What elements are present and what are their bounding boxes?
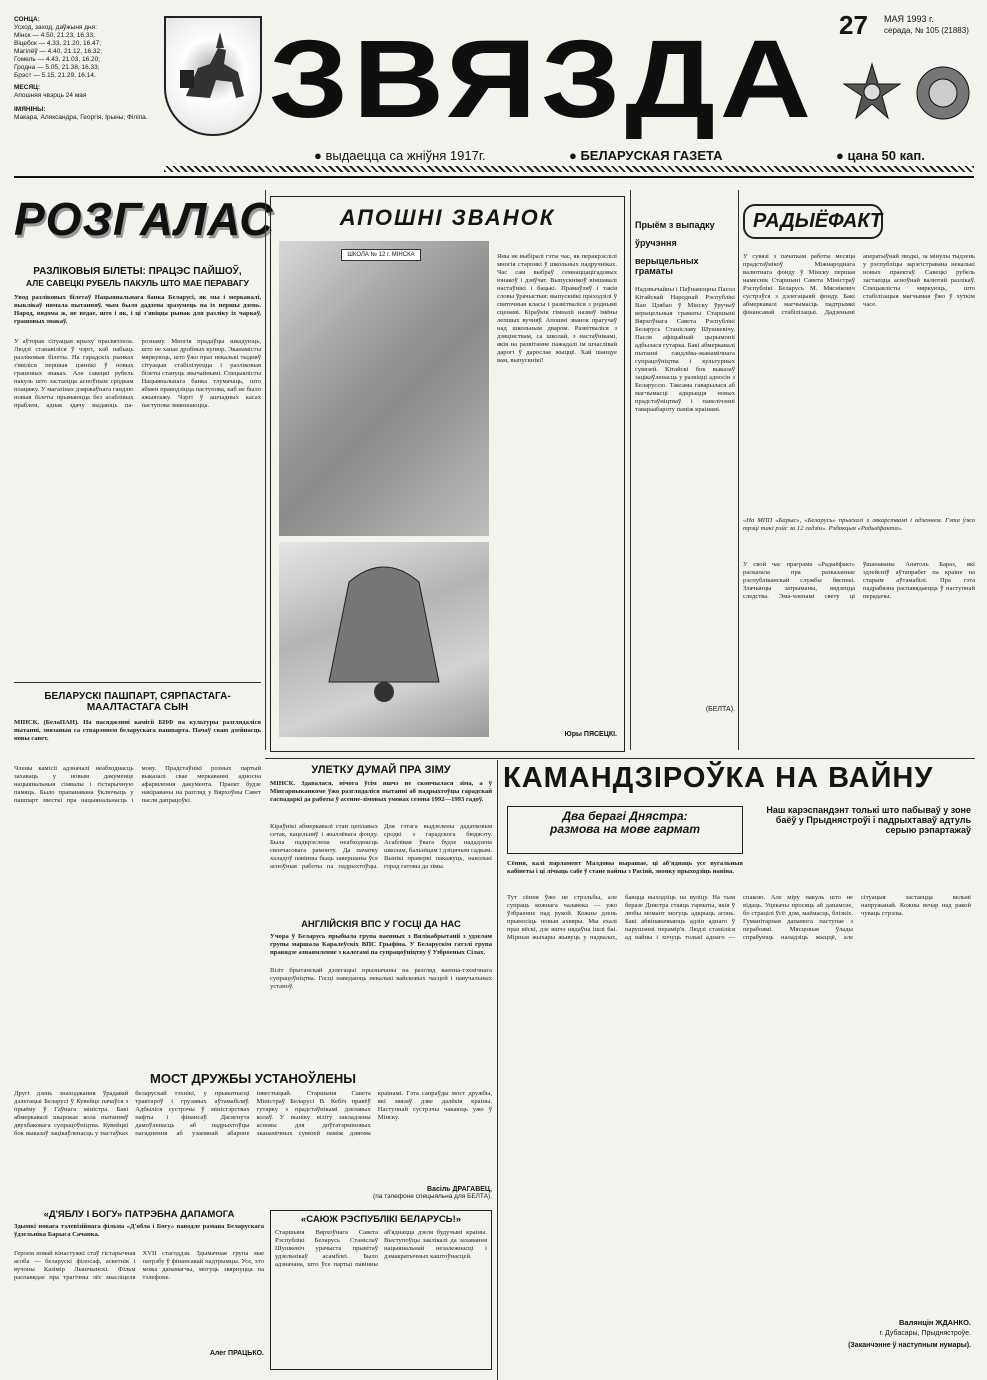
rozgalas-body: У аўторак сітуацыя крыху прасвятлела. Людзі станавіліся ў чэргі, каб набыць разліковыя білеты. На гарадскіх рынках з'явіліся першыя цэннікі ў новых грашовых знаках. Але савецкі рубель пакуль што застаецца асноўным сродкам плацяжу. У магазінах дзяржаўнага гандлю новыя білеты прымаюцца без асаблівых праблем, аднак здачу выдаюць па-рознаму. Многія прадаўцы шкадуюць, што не хапае дробных купюр. Эканамісты мяркуюць, што ўжо праз некалькі тыдняў сітуацыя стабілізуецца і разліковыя білеты стануць звычайнымі. Спецыялісты Нацыянальнага банка тлумачаць, што абмен праводзіцца паступова, каб не было ажыятажу. Чэргі ў ашчадных касах паступова змяншаюцца. bbox=[14, 338, 261, 410]
rozgalas-section bbox=[14, 192, 274, 1067]
graty-title-2: ўручэння bbox=[635, 238, 677, 248]
radiofact-logo: РАДЫЁФАКТ bbox=[743, 204, 883, 239]
zvanok-section bbox=[270, 196, 625, 752]
bell-photo bbox=[279, 542, 489, 737]
moon-text: Апошняя чвэрць 24 мая bbox=[14, 92, 87, 99]
knight-icon bbox=[166, 18, 260, 134]
sun-info bbox=[14, 16, 164, 122]
pashpart-body: Члены камісіі адзначалі неабходнасць захаваць у новым дакуменце нацыянальныя сімвалы і гістарычную памяць. Было прапанавана ўключыць у пашпарт звесткі пра нацыянальнасць і мову. Прадстаўнікі розных партый выказалі свае меркаванні адносна афармлення дакумента. Праект будзе накіраваны на разгляд у Вярхоўны Савет пасля дапрацоўкі. bbox=[14, 765, 261, 805]
school-sign: ШКОЛА № 12 г. МІНСКА bbox=[341, 249, 421, 261]
kamandz-sub-2: размова на мове гармат bbox=[549, 822, 700, 837]
most-body: Другі дзень знаходжання ўрадавай дэлегацыі Беларусі ў Кувейце пачаўся з прыёму ў Гаўнага міністра. Бакі абмеркавалі шырокае кола пытанняў двухбаковага супрацоўніцтва. Кувейцкі бок выказаў зацікаўленасць у пастаўках беларускай тэхнікі, у прыватнасці трактароў і грузавых аўтамабіляў. Адбыліся сустрэчы ў міністэрствах нафты і фінансаў. Дасягнута дамоўленасць аб падрыхтоўцы пагаднення аб узаемнай абароне інвестыцый. Старшыня Савета Міністраў Беларусі В. Кебіч правёў гутарку з прадстаўнікамі дзелавых колаў. У выніку візіту закладзены асновы для доўгатэрміновых эканамічных сувязей паміж дзвюма краінамі. Гэта сапраўды мост дружбы, які звязаў дзве далёкія краіны. Наступнай сустрэчы чакаюць ужо ў Мінску. bbox=[14, 1090, 492, 1138]
ornament-strip bbox=[164, 166, 974, 172]
issue-weekday: серада, № 105 (21883) bbox=[884, 26, 969, 35]
pashpart-headline: БЕЛАРУСКІ ПАШПАРТ, СЯРПАСТАГА-МААЛТАСТАГА СЫН bbox=[44, 691, 231, 714]
kamandz-intro: Наш карэспандэнт толькі што пабываў у зоне баёў у Прыднястроўі і падрыхтаваў адтуль серыю рэпартажаў bbox=[766, 805, 971, 835]
rozgalas-lead: Увод разліковых білетаў Нацыянальнага банка Беларусі, як мы і меркавалі, выклікаў нямала пытанняў, чым было дадзена зразумець на іх першы дзень. Народ, вядома ж, не ведае, што і як, і ці з'явіцца рынак для разліку іх чаркаў, грашовых знакаў. bbox=[14, 294, 261, 326]
rozgalas-headline-2: АЛЕ САВЕЦКІ РУБЕЛЬ ПАКУЛЬ ШТО МАЕ ПЕРАВАГУ bbox=[26, 278, 249, 288]
sun-row: Магілёў — 4.40, 21.12, 16.32; bbox=[14, 48, 102, 55]
issue-day: 27 bbox=[839, 10, 868, 40]
most-author: Васіль ДРАГАВЕЦ, bbox=[427, 1186, 492, 1194]
sauzh-headline: «САЮЖ РЭСПУБЛІКІ БЕЛАРУСЬ!» bbox=[300, 1214, 462, 1225]
students-photo bbox=[279, 241, 489, 536]
sun-rows bbox=[14, 32, 164, 80]
kamandz-section bbox=[503, 762, 975, 1372]
vps-headline: АНГЛІЙСКІЯ ВПС У ГОСЦІ ДА НАС bbox=[301, 919, 461, 930]
rozgalas-headline-1: РАЗЛІКОВЫЯ БІЛЕТЫ: ПРАЦЭС ПАЙШОЎ, bbox=[33, 266, 242, 277]
sun-header: Усход, заход, даўжыня дня: bbox=[14, 24, 97, 31]
order-medal-icon bbox=[842, 62, 902, 122]
title-text: ЗВЯЗДА bbox=[269, 18, 816, 141]
rozgalas-title: РОЗГАЛАС bbox=[14, 193, 274, 245]
order-medal-2-icon bbox=[914, 64, 972, 122]
graty-title-1: Прыём з выпадку bbox=[635, 220, 715, 230]
sauzh-section bbox=[270, 1210, 492, 1370]
subtitle: ● БЕЛАРУСКАЯ ГАЗЕТА bbox=[569, 148, 723, 163]
kamandz-subbox bbox=[507, 806, 743, 854]
divider-col-4 bbox=[497, 760, 498, 1380]
ulecku-lead: МІНСК. Здавалася, нічога ўсім яшчэ не скончылася зіма, а ў Мінгарвыканкоме ўжо разглядаліся пытанні аб падрыхтоўцы гарадскай гаспадаркі да работы ў асенне-зімовых умовах сезона 1992—1993 гадоў. bbox=[270, 780, 492, 804]
dyabal-headline: «Д'ЯБЛУ І БОГУ» ПАТРЭБНА ДАПАМОГА bbox=[43, 1209, 235, 1220]
divider-mid bbox=[265, 758, 975, 759]
pahonia-emblem bbox=[164, 16, 262, 136]
divider-col-1 bbox=[265, 190, 266, 750]
pashpart-lead: МІНСК. (БелаПАН). На пасяджэнні камісіі БНФ па культуры разглядаліся пытанні, звязаныя са стварэннем беларускага пашпарта. Пачаў сваю дзейнасць новы савет. bbox=[14, 719, 261, 743]
zvanok-author: Юры ПЯСЕЦКІ. bbox=[564, 731, 617, 738]
divider-top bbox=[14, 176, 974, 178]
most-author-note: (па тэлефоне спецыяльна для БЕЛТА). bbox=[373, 1193, 492, 1201]
kamandz-author: Валянцін ЖДАНКО. bbox=[898, 1318, 971, 1327]
graty-section bbox=[635, 196, 735, 752]
kamandz-title: КАМАНДЗІРОЎКА НА ВАЙНУ bbox=[503, 762, 934, 794]
vps-body: Візіт брытанскай дэлегацыі прызначаны на разгляд ваенна-тэхнічнага супрацоўніцтва. Госці наведаюць некалькі вайсковых часцей і навучальных устаноў. bbox=[270, 967, 492, 991]
dyabal-section bbox=[14, 1210, 264, 1370]
zvanok-body: Яны не выбіралі гэты час, як перакрэслілі многія старонкі ў школьных падручніках. Час сам выбраў семнаццацігадовых юнакоў і дзяўчат. Выпускнікоў віншавалі настаўнікі і бацькі. Прамаўляў і такія словы ўрачыстыя: выпускнікі праходзілі ў святочныя класы і развітваліся з роднымі сценамі. Кіраўнік гімназіі назваў імёны лепшых вучняў. Апошні званок прагучаў над школьным дваром. Развітваліся з дзяцінствам, са школай, з настаўнікамі, якія на развітанне пажадалі ім шчаслівай дарогі ў дарослае жыццё. Хай шанцуе вам, выпускнікі! bbox=[497, 253, 617, 364]
most-section bbox=[14, 1071, 492, 1201]
radiofact-body: У сувязі з пачаткам работы месяца прадстаўнікоў Міжнароднага валютнага фонду ў Мінску першая намеснік Старшыні Савета Міністраў Рэспублікі Беларусь М. Мясніковіч сустрэўся з дэлегацыяй фонду. Бакі абмеркавалі магчымасць падтрымкі фінансавай стабілізацыі. Дадзенымі аператыўнай зводкі, за мінулы тыдзень у рэспубліцы зарэгістравана некалькі новых праектаў. Савецкі рубель застаецца асноўнай валютай разлікаў. Спецыялісты мяркуюць, што стабілізацыя магчымая ўжо ў хуткім часе. bbox=[743, 253, 975, 316]
kamandz-place: г. Дубасары, Прыднястроўе. bbox=[879, 1330, 971, 1337]
sun-title: СОНЦА: bbox=[14, 16, 40, 23]
sauzh-body: Старшыня Вярхоўнага Савета Рэспублікі Беларусь Станіслаў Шушкевіч урачыста прывітаў удзельнікаў асамблеі. Было адзначана, што ўсе партыі павінны аб'яднацца дзеля будучыні краіны. Выступоўцы заклікалі да захавання нацыянальнай незалежнасці і дэмакратычных каштоўнасцей. bbox=[275, 1229, 487, 1269]
vps-block bbox=[270, 919, 492, 991]
ulecku-section bbox=[270, 764, 492, 914]
sun-row: Мінск — 4.50, 21.23, 16.33; bbox=[14, 32, 95, 39]
radiofact-quote: «На МПП «Барыс», «Беларусь» прыехалі з лякарствамі і адзеннем. Гэта ўжо трэці такі рэйс за 12 гадзін». Рэдакцыя «Радыёфакта». bbox=[743, 517, 975, 532]
graty-body: Надзвычайны і Паўнамоцны Пасол Кітайскай Народнай Рэспублікі Ван Цзябао ў Мінску ўручыў верыцельныя граматы Старшыні Вярхоўнага Савета Рэспублікі Беларусь Станіславу Шушкевічу. Пасля афіцыйнай цырымоніі адбылася гутарка. Бакі абмеркавалі пытанні гандлёва-эканамічнага супрацоўніцтва і культурных сувязей. Кітайскі бок выказаў зацікаўленасць у развіцці адносін з Беларуссю. Таксама гаварылася аб магчымасці адкрыцця новых прадстаўніцтваў і павелічэнні тавараабароту паміж краінамі. bbox=[635, 286, 735, 413]
masthead bbox=[14, 10, 974, 170]
radiofact-section bbox=[743, 196, 975, 752]
moon-title: МЕСЯЦ: bbox=[14, 84, 41, 91]
sun-row: Гродна — 5.05, 21.38, 16.33; bbox=[14, 64, 100, 71]
kamandz-body: Тут сёння ўжо не стрэльбы, але супраць кожнага чалавека — ужо ўзбраенне пад рукой. Кожны дзень прыносіць новыя ахвяры. Мы ехалі праз вёскі, дзе яшчэ нядаўна ішлі баі. Мірныя жыхары жывуць у падвалах, баяцца выходзіць на вуліцу. На тым беразе Днястра стаяць гарматы, якія ў любы момант могуць адкрыць агонь. Бакі абвінавачваюць адзін аднаго ў парушэнні перамір'я. Людзі стаміліся ад вайны і хочуць толькі аднаго — спакою. Але міру пакуль што не відаць. Уцекачы просяць аб дапамозе, бо страцілі ўсё: дом, маёмасць, блізкіх. Гуманітарная дапамога паступае з перабоямі. Мясцовыя ўлады спрабуюць наладзіць жыццё, але сітуацыя застаецца вельмі напружанай. Кожны вечар над ракой чуваць стрэлы. bbox=[507, 894, 971, 941]
kamandz-continue: (Заканчэнне ў наступным нумары). bbox=[848, 1342, 971, 1349]
bell-icon bbox=[279, 542, 489, 737]
issue-month: МАЯ 1993 г. bbox=[884, 14, 934, 24]
ulecku-headline: УЛЕТКУ ДУМАЙ ПРА ЗІМУ bbox=[311, 764, 451, 776]
founded: ● выдаецца са жніўня 1917г. bbox=[314, 148, 486, 163]
divider-col-2 bbox=[630, 190, 631, 750]
dyabal-lead: Здымкі новага тэлевізійнага фільма «Д'ябла і Богу» паводле рамана Беларускага ўдзельніка Барыса Сачанка. bbox=[14, 1223, 264, 1239]
price: ● цана 50 кап. bbox=[836, 148, 925, 163]
zvanok-title: АПОШНІ ЗВАНОК bbox=[339, 205, 556, 230]
sun-row: Гомель — 4.43, 21.03, 16.20; bbox=[14, 56, 101, 63]
divider-col-3 bbox=[738, 190, 739, 750]
kamandz-sub-1: Два берагі Днястра: bbox=[562, 809, 688, 823]
sun-row: Віцебск — 4.33, 21.20, 16.47; bbox=[14, 40, 102, 47]
vps-lead: Учора ў Беларусь прыбыла група ваенных з Вялікабрытаніі з удзелам групы маршала Каралеўскіх ВПС Грыфіна. У Беларускім гатэлі група правядзе азнаямленне з калегамі па супрацоўніцтву ў Узброеных Сілах. bbox=[270, 933, 492, 957]
most-headline: МОСТ ДРУЖБЫ УСТАНОЎЛЕНЫ bbox=[150, 1071, 356, 1086]
graty-source: (БЕЛТА). bbox=[705, 706, 735, 713]
names-title: ІМЯНІНЫ: bbox=[14, 106, 46, 113]
radiofact-body-2: У свой час праграма «Радыёфакт» расказала пра разказаннае рэспубліканскай службы бяспекі. Злачынцы затрыманы, вядзецца следства. Эма-членамі свету ці ўшанаваны Анатоль Бараз, які здзейсніў аўтапрабег па краіне на старым аўтамабілі. Пра гэта падрабязна распавядаецца ў наступнай перадачы. bbox=[743, 561, 975, 600]
newspaper-title bbox=[269, 18, 839, 141]
graty-title-3: верыцельных граматы bbox=[635, 256, 699, 276]
dyabal-body: Героем новай кінастужкі стаў гістарычная асоба — беларускі філосаф, асветнік і вучоны Казімір Лышчынскі. Фільм распавядае пра трагічны лёс мысліцеля XVII стагоддзя. Здымачная група мае патрэбу ў фінансавай падтрымцы. Усе, хто можа дапамагчы, могуць звярнуцца па тэлефоне. bbox=[14, 1250, 264, 1282]
kamandz-lead: Сёння, калі парламент Малдовы вырашае, ці аб'яднаць усе вугальныя кабінеты і ці лічыць сабе ў стане вайны з Расіяй, звонку прыходзіць навіна. bbox=[507, 860, 743, 875]
names-text: Макара, Аляксандра, Георгія, Ірыны; Філіпа. bbox=[14, 114, 148, 121]
sun-row: Брэст — 5.15, 21.29, 16.14. bbox=[14, 72, 96, 79]
ulecku-body: Кіраўнікі абмеркавалі стан цеплавых сетак, кацельняў і жыллёвага фонду. Была падкрэслена неабходнасць своечасовага рамонту. Да пачатку халадоў павінны быць завершаны ўсе асноўныя работы па падрыхтоўцы. Для гэтага выдзелены дадатковыя сродкі з гарадскога бюджэту. Асаблівая ўвага будзе нададзена школам, бальніцам і дзіцячым садкам. Вынікі праверкі пакажуць, наколькі горад гатовы да зімы. bbox=[270, 823, 492, 871]
dyabal-author: Алег ПРАЦЬКО. bbox=[209, 1350, 264, 1358]
